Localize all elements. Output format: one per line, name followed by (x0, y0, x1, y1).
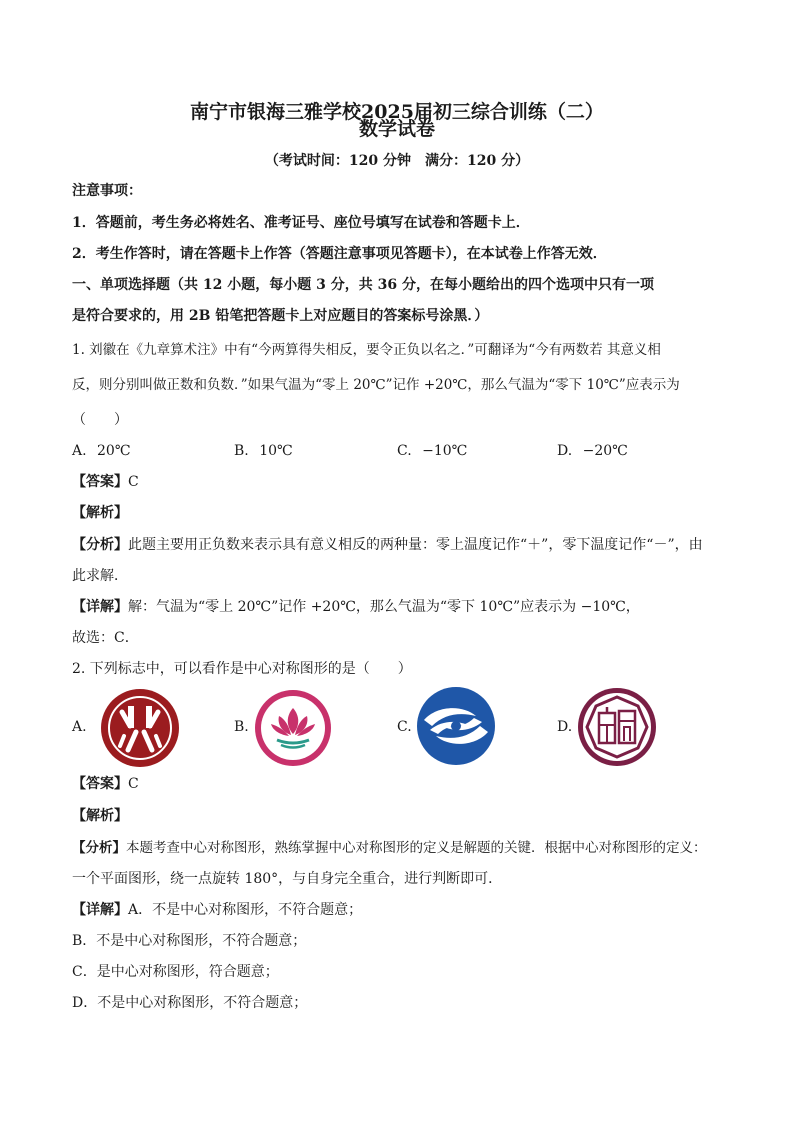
notice-heading: 注意事项： (72, 183, 142, 199)
q1-fenxi-text: 此题主要用正负数来表示具有意义相反的两种量：零上温度记作“＋”，零下温度记作“－”，由 (128, 537, 703, 553)
q1-answer (72, 472, 139, 492)
q2-jiexi-tag: 【解析】 (72, 808, 128, 824)
q2-xiangjie-a (72, 900, 362, 920)
notice-item-2: 2．考生作答时，请在答题卡上作答（答题注意事项见答题卡），在本试卷上作答无效． (72, 246, 607, 262)
q2-xiangjie-c: C．是中心对称图形，符合题意； (72, 964, 279, 980)
exam-title: 南宁市银海三雅学校2025届初三综合训练（二） (190, 101, 604, 123)
q1-option-d-text: −20℃ (582, 443, 628, 459)
q2-question: 2. 下列标志中，可以看作是中心对称图形的是（ ） (72, 661, 412, 677)
q1-answer-tag: 【答案】 (72, 474, 128, 490)
q1-xiangjie-text: 解：气温为“零上 20℃”记作 +20℃，那么气温为“零下 10℃”应表示为 −10℃， (128, 599, 640, 615)
q1-fenxi-tag: 【分析】 (72, 537, 128, 553)
q1-option-a-label: A. (72, 443, 87, 459)
q2-option-a-label: A. (72, 719, 87, 735)
section-1-heading-line-1: 一、单项选择题（共 12 小题，每小题 3 分，共 36 分，在每小题给出的四个选项中只有一项 (72, 277, 654, 293)
q1-option-a-text: 20℃ (97, 443, 131, 459)
q2-xiangjie-tag: 【详解】 (72, 902, 128, 918)
q1-option-c-label: C. (397, 443, 412, 459)
q1-line-3: （ ） (72, 412, 128, 428)
q1-option-b (234, 441, 293, 461)
q2-fenxi-tag: 【分析】 (72, 840, 126, 856)
q1-answer-value: C (128, 474, 139, 490)
peking-university-logo-icon (100, 688, 180, 768)
q2-answer (72, 774, 139, 794)
q1-option-d (557, 441, 628, 461)
swirl-logo-icon (416, 686, 496, 766)
q1-jiexi (72, 503, 128, 523)
exam-info: （考试时间：120 分钟 满分：120 分） (264, 153, 530, 169)
q1-fenxi-line-1 (72, 535, 703, 555)
q1-line-1: 1. 刘徽在《九章算术注》中有“今两算得失相反，要令正负以名之．”可翻译为“今有两数若 其意义相 (72, 342, 661, 358)
notice-item-1: 1．答题前，考生务必将姓名、准考证号、座位号填写在试卷和答题卡上． (72, 215, 530, 231)
q2-xiangjie-b: B．不是中心对称图形，不符合题意； (72, 933, 307, 949)
q1-xiangjie (72, 597, 640, 617)
q1-option-c (397, 441, 467, 461)
q2-fenxi-text: 本题考查中心对称图形，熟练掌握中心对称图形的定义是解题的关键．根据中心对称图形的定义： (126, 840, 707, 856)
nankai-logo-icon (577, 687, 657, 767)
q2-fenxi-line-2: 一个平面图形，绕一点旋转 180°，与自身完全重合，进行判断即可． (72, 871, 503, 887)
q1-fenxi-line-2: 此求解． (72, 568, 128, 584)
q1-xiangjie-tag: 【详解】 (72, 599, 128, 615)
q2-xiangjie-d: D．不是中心对称图形，不符合题意； (72, 995, 308, 1011)
q1-option-c-text: −10℃ (422, 443, 468, 459)
q1-line-2: 反，则分别叫做正数和负数．”如果气温为“零上 20℃”记作 +20℃，那么气温为“零下 10℃”应表示为 (72, 377, 680, 393)
q1-option-b-label: B. (234, 443, 249, 459)
q1-option-a (72, 441, 131, 461)
q1-conclusion: 故选：C． (72, 630, 139, 646)
q2-xiangjie-a-text: A．不是中心对称图形，不符合题意； (128, 902, 363, 918)
q2-jiexi (72, 806, 128, 826)
lotus-logo-icon (253, 688, 333, 768)
q2-fenxi-line-1 (72, 838, 707, 858)
q1-jiexi-tag: 【解析】 (72, 505, 128, 521)
exam-subject: 数学试卷 (358, 118, 435, 140)
q2-option-b-label: B. (234, 719, 249, 735)
q2-option-c-label: C. (397, 719, 412, 735)
q2-answer-value: C (128, 776, 139, 792)
q1-option-d-label: D. (557, 443, 573, 459)
q2-option-d-label: D. (557, 719, 573, 735)
q2-answer-tag: 【答案】 (72, 776, 128, 792)
q1-option-b-text: 10℃ (259, 443, 293, 459)
section-1-heading-line-2: 是符合要求的，用 2B 铅笔把答题卡上对应题目的答案标号涂黑．） (72, 308, 489, 324)
